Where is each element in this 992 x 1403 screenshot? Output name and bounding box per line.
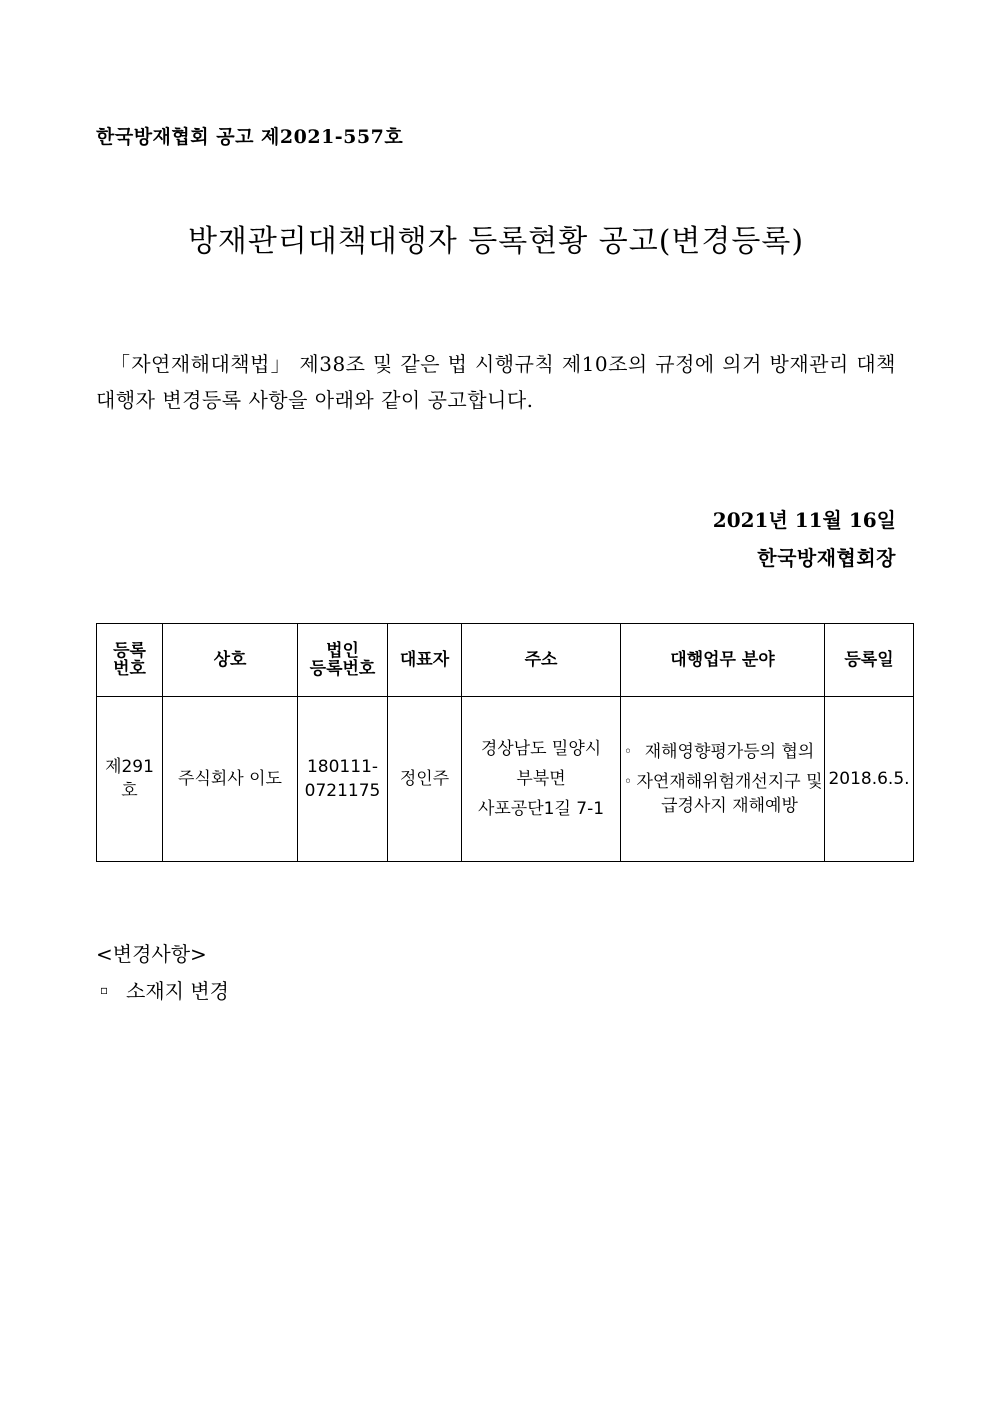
cell-corp-no [298,697,388,862]
cell-reg-date: 2018.6.5. [825,697,914,862]
bullet-icon: ◦ [623,744,633,760]
document-title: 방재관리대책대행자 등록현황 공고(변경등록) [187,224,805,259]
work-item-text: 재해영향평가등의 협의 [644,742,815,762]
work-item [621,770,824,818]
header-reg-no [97,624,163,697]
work-item [621,740,824,764]
header-corp-no [298,624,388,697]
notice-date: 2021년 11월 16일 [712,508,896,532]
header-company: 상호 [163,624,298,697]
header-reg-date: 등록일 [825,624,914,697]
cell-work-field [621,697,825,862]
header-reg-no-line2: 번호 [113,658,146,679]
cell-corp-no-line2: 0721175 [304,781,381,801]
cell-reg-no: 제291호 [97,697,163,862]
cell-address-line3: 사포공단1길 7-1 [477,799,605,819]
cell-corp-no-line1: 180111- [306,757,379,777]
header-work-field: 대행업무 분야 [621,624,825,697]
change-item [100,975,229,1004]
changes-heading: <변경사항> [96,942,207,966]
cell-company: 주식회사 이도 [163,697,298,862]
header-address: 주소 [462,624,621,697]
work-item-text: 자연재해위험개선지구 및 급경사지 재해예방 [636,772,823,816]
change-item-text: 소재지 변경 [126,979,229,1003]
square-bullet-icon: ▫ [100,982,109,997]
notice-number: 한국방재협회 공고 제2021-557호 [96,126,404,148]
header-corp-no-line2: 등록번호 [309,658,376,679]
table-row [97,697,914,862]
notice-body: 「자연재해대책법」 제38조 및 같은 법 시행규칙 제10조의 규정에 의거 방재관리 대책대행자 변경등록 사항을 아래와 같이 공고합니다. [96,352,896,412]
cell-address [462,697,621,862]
table-header-row [97,624,914,697]
cell-address-line1: 경상남도 밀양시 [480,739,602,759]
bullet-icon: ◦ [623,774,633,790]
header-reg-no-line1: 등록 [113,640,146,661]
registration-table [96,623,914,862]
cell-address-line2: 부북면 [516,769,566,789]
header-corp-no-line1: 법인 [326,640,359,661]
header-representative: 대표자 [388,624,462,697]
cell-representative: 정인주 [388,697,462,862]
signer: 한국방재협회장 [757,546,896,570]
